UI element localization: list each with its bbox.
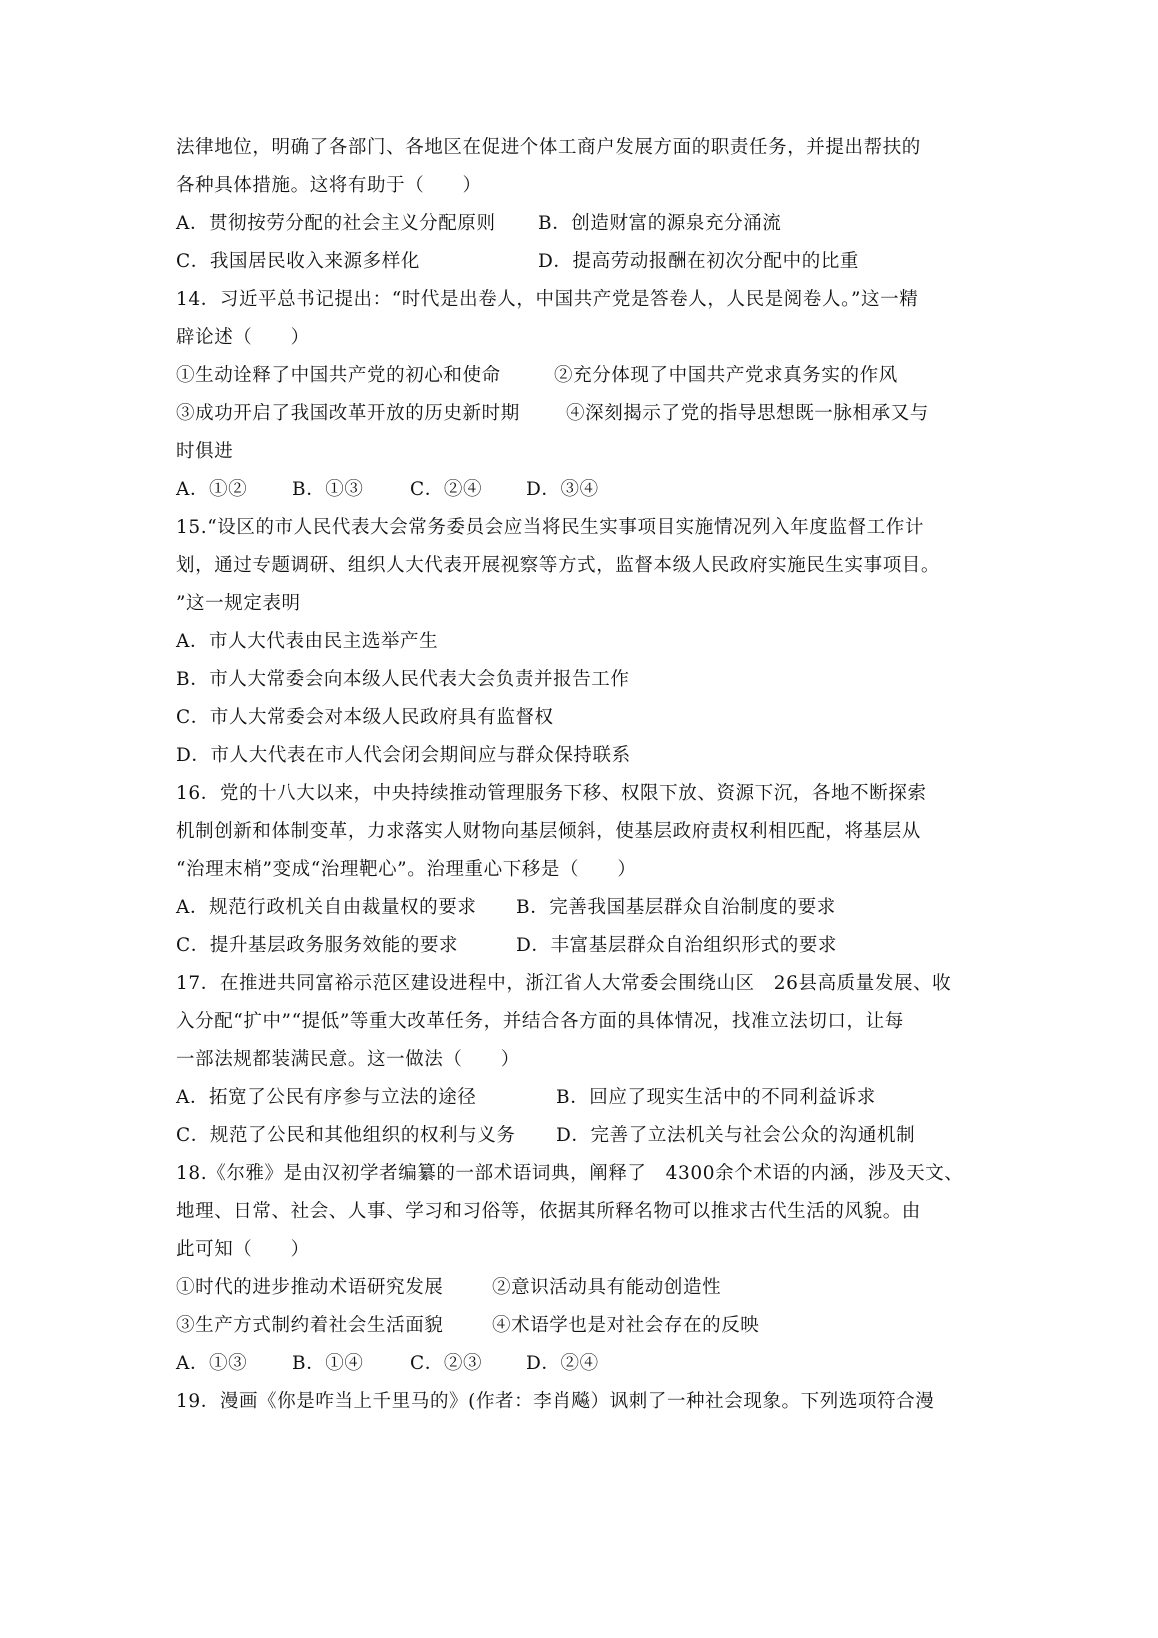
q18-item-2: ②意识活动具有能动创造性	[492, 1277, 722, 1298]
q18-text-line-2: 地理、日常、社会、人事、学习和习俗等，依据其所释名物可以推求古代生活的风貌。由	[176, 1201, 921, 1222]
q17-text-line-1: 17．在推进共同富裕示范区建设进程中，浙江省人大常委会围绕山区 26县高质量发展、收	[176, 973, 952, 994]
q18-item-1: ①时代的进步推动术语研究发展	[176, 1277, 444, 1298]
q14-text-line-1: 14．习近平总书记提出：“时代是出卷人，中国共产党是答卷人，人民是阅卷人。”这一精	[176, 289, 919, 310]
q17-text-line-2: 入分配“扩中”“提低”等重大改革任务，并结合各方面的具体情况，找准立法切口，让每	[176, 1011, 904, 1032]
q18-item-4: ④术语学也是对社会存在的反映	[492, 1315, 760, 1336]
q14-item-4: ④深刻揭示了党的指导思想既一脉相承又与	[566, 403, 929, 424]
q13-option-d: D．提高劳动报酬在初次分配中的比重	[538, 251, 860, 272]
q18-item-3: ③生产方式制约着社会生活面貌	[176, 1315, 444, 1336]
q16-text-line-2: 机制创新和体制变革，力求落实人财物向基层倾斜，使基层政府责权利相匹配，将基层从	[176, 821, 921, 842]
q17-option-b: B．回应了现实生活中的不同利益诉求	[556, 1087, 876, 1108]
q15-option-c: C．市人大常委会对本级人民政府具有监督权	[176, 707, 554, 728]
q14-text-line-2: 辟论述（ ）	[176, 327, 310, 348]
q16-option-d: D．丰富基层群众自治组织形式的要求	[516, 935, 838, 956]
q14-option-b: B．①③	[292, 479, 364, 500]
q18-option-a: A．①③	[176, 1353, 248, 1374]
q17-option-a: A．拓宽了公民有序参与立法的途径	[176, 1087, 477, 1108]
q14-option-a: A．①②	[176, 479, 248, 500]
q16-text-line-3: “治理末梢”变成“治理靶心”。治理重心下移是（ ）	[176, 859, 637, 880]
q15-text-line-2: 划，通过专题调研、组织人大代表开展视察等方式，监督本级人民政府实施民生实事项目。	[176, 555, 941, 576]
q14-item-4-continued: 时俱进	[176, 441, 234, 462]
q16-option-a: A．规范行政机关自由裁量权的要求	[176, 897, 477, 918]
q15-text-line-3: ”这一规定表明	[176, 593, 301, 614]
q14-item-3: ③成功开启了我国改革开放的历史新时期	[176, 403, 520, 424]
q14-item-1: ①生动诠释了中国共产党的初心和使命	[176, 365, 501, 386]
q17-option-c: C．规范了公民和其他组织的权利与义务	[176, 1125, 516, 1146]
q15-option-d: D．市人大代表在市人代会闭会期间应与群众保持联系	[176, 745, 631, 766]
q14-item-2: ②充分体现了中国共产党求真务实的作风	[554, 365, 898, 386]
q18-option-b: B．①④	[292, 1353, 364, 1374]
q16-option-b: B．完善我国基层群众自治制度的要求	[516, 897, 836, 918]
q15-text-line-1: 15.“设区的市人民代表大会常务委员会应当将民生实事项目实施情况列入年度监督工作计	[176, 517, 924, 538]
q13-option-a: A．贯彻按劳分配的社会主义分配原则	[176, 213, 496, 234]
q18-text-line-1: 18.《尔雅》是由汉初学者编纂的一部术语词典，阐释了 4300余个术语的内涵，涉及天文、	[176, 1163, 964, 1184]
q13-option-c: C．我国居民收入来源多样化	[176, 251, 420, 272]
q19-text-line-1: 19．漫画《你是咋当上千里马的》(作者：李肖飚）讽刺了一种社会现象。下列选项符合漫	[176, 1391, 935, 1412]
q17-option-d: D．完善了立法机关与社会公众的沟通机制	[556, 1125, 916, 1146]
q14-option-c: C．②④	[410, 479, 483, 500]
q15-option-b: B．市人大常委会向本级人民代表大会负责并报告工作	[176, 669, 630, 690]
q18-option-d: D．②④	[526, 1353, 599, 1374]
q15-option-a: A．市人大代表由民主选举产生	[176, 631, 439, 652]
q13-text-line-2: 各种具体措施。这将有助于（ ）	[176, 175, 482, 196]
q16-text-line-1: 16．党的十八大以来，中央持续推动管理服务下移、权限下放、资源下沉，各地不断探索	[176, 783, 927, 804]
q13-text-line-1: 法律地位，明确了各部门、各地区在促进个体工商户发展方面的职责任务，并提出帮扶的	[176, 137, 921, 158]
q14-option-d: D．③④	[526, 479, 599, 500]
q13-option-b: B．创造财富的源泉充分涌流	[538, 213, 782, 234]
q18-option-c: C．②③	[410, 1353, 483, 1374]
q18-text-line-3: 此可知（ ）	[176, 1239, 310, 1260]
q17-text-line-3: 一部法规都装满民意。这一做法（ ）	[176, 1049, 520, 1070]
q16-option-c: C．提升基层政务服务效能的要求	[176, 935, 459, 956]
